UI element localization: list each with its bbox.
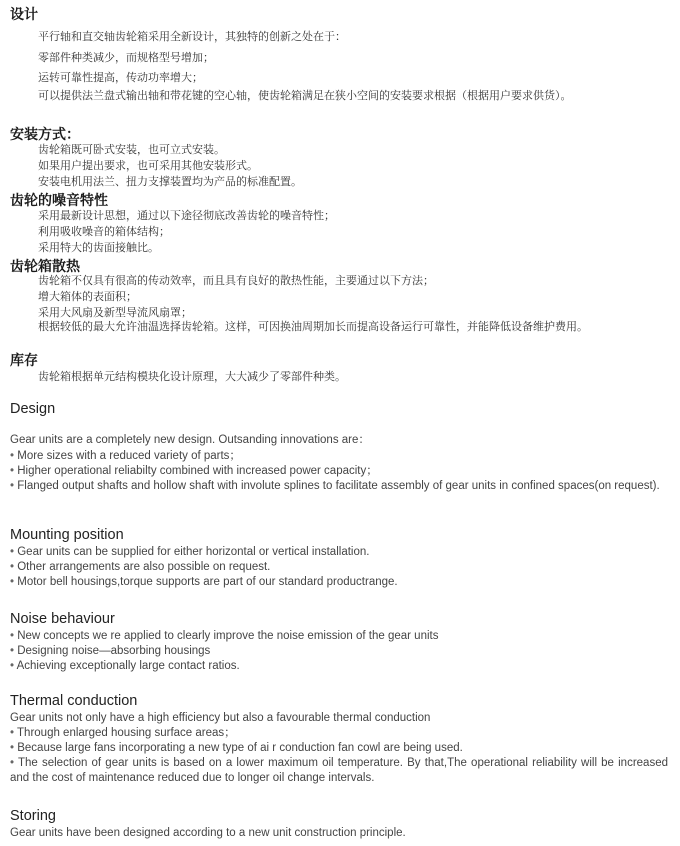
zh-noise-line: 采用最新设计思想，通过以下途径彻底改善齿轮的噪音特性；: [38, 209, 335, 222]
en-noise-bullet: • Designing noise—absorbing housings: [10, 645, 211, 657]
zh-design-line: 零部件种类减少，而规格型号增加；: [38, 51, 214, 64]
zh-thermal-line: 采用大风扇及新型导流风扇罩；: [38, 306, 192, 319]
en-design-bullet: • Flanged output shafts and hollow shaft with involute splines to facilitate assembly of gear units in confined spaces(on request).: [10, 480, 660, 492]
zh-mounting-heading: 安装方式：: [10, 127, 80, 143]
en-mounting-bullet: • Other arrangements are also possible on request.: [10, 561, 271, 573]
bullet-icon: •: [10, 546, 15, 558]
bullet-icon: •: [10, 645, 15, 657]
en-storing-intro: Gear units have been designed according to a new unit construction principle.: [10, 827, 406, 839]
en-storing-heading: Storing: [10, 808, 56, 824]
zh-mounting-line: 齿轮箱既可卧式安装，也可立式安装。: [38, 143, 225, 156]
en-noise-heading: Noise behaviour: [10, 611, 115, 627]
en-thermal-intro: Gear units not only have a high efficiency but also a favourable thermal conduction: [10, 712, 431, 724]
bullet-icon: •: [10, 727, 15, 739]
zh-design-heading: 设计: [10, 7, 38, 23]
en-thermal-bullet: • The selection of gear units is based on a lower maximum oil temperature. By that,The operational reliability will be increased and the cost of maintenance reduced due to longer oil change intervals.: [10, 757, 668, 784]
zh-design-paragraph: 可以提供法兰盘式输出轴和带花键的空心轴，使齿轮箱满足在狭小空间的安装要求根据（根据用户要求供货）。: [38, 89, 572, 102]
zh-noise-heading: 齿轮的噪音特性: [10, 193, 108, 209]
bullet-icon: •: [10, 450, 15, 462]
en-noise-bullet: • New concepts we re applied to clearly improve the noise emission of the gear units: [10, 630, 439, 642]
zh-thermal-paragraph: 根据较低的最大允许油温选择齿轮箱。这样，可因换油周期加长而提高设备运行可靠性，并能降低设备维护费用。: [38, 320, 588, 333]
en-noise-bullet: • Achieving exceptionally large contact ratios.: [10, 660, 240, 672]
zh-design-line: 平行轴和直交轴齿轮箱采用全新设计，其独特的创新之处在于：: [38, 30, 346, 43]
zh-mounting-line: 安装电机用法兰、扭力支撑装置均为产品的标准配置。: [38, 175, 302, 188]
zh-noise-line: 利用吸收噪音的箱体结构；: [38, 225, 170, 238]
bullet-icon: •: [10, 757, 15, 769]
en-mounting-bullet: • Gear units can be supplied for either horizontal or vertical installation.: [10, 546, 370, 558]
en-thermal-heading: Thermal conduction: [10, 693, 138, 709]
zh-mounting-line: 如果用户提出要求，也可采用其他安装形式。: [38, 159, 258, 172]
en-thermal-bullet: • Through enlarged housing surface areas；: [10, 727, 236, 739]
en-design-heading: Design: [10, 401, 56, 417]
bullet-icon: •: [10, 742, 15, 754]
bullet-icon: •: [10, 561, 15, 573]
zh-noise-line: 采用特大的齿面接触比。: [38, 241, 159, 254]
bullet-icon: •: [10, 576, 15, 588]
en-mounting-heading: Mounting position: [10, 527, 124, 543]
bullet-icon: •: [10, 660, 15, 672]
zh-thermal-heading: 齿轮箱散热: [10, 259, 80, 275]
bullet-icon: •: [10, 465, 15, 477]
zh-thermal-line: 增大箱体的表面积；: [38, 290, 137, 303]
bullet-icon: •: [10, 630, 15, 642]
en-design-bullet: • More sizes with a reduced variety of parts；: [10, 450, 241, 462]
zh-thermal-line: 齿轮箱不仅具有很高的传动效率，而且具有良好的散热性能，主要通过以下方法；: [38, 274, 434, 287]
en-design-bullet: • Higher operational reliabilty combined with increased power capacity；: [10, 465, 378, 477]
en-mounting-bullet: • Motor bell housings,torque supports are part of our standard productrange.: [10, 576, 398, 588]
zh-storing-line: 齿轮箱根据单元结构模块化设计原理，大大减少了零部件种类。: [38, 370, 346, 383]
zh-storing-heading: 库存: [10, 353, 38, 369]
en-design-intro: Gear units are a completely new design. Outsanding innovations are：: [10, 434, 370, 446]
en-thermal-bullet: • Because large fans incorporating a new type of ai r conduction fan cowl are being used.: [10, 742, 463, 754]
zh-design-line: 运转可靠性提高，传动功率增大；: [38, 71, 203, 84]
bullet-icon: •: [10, 480, 15, 492]
